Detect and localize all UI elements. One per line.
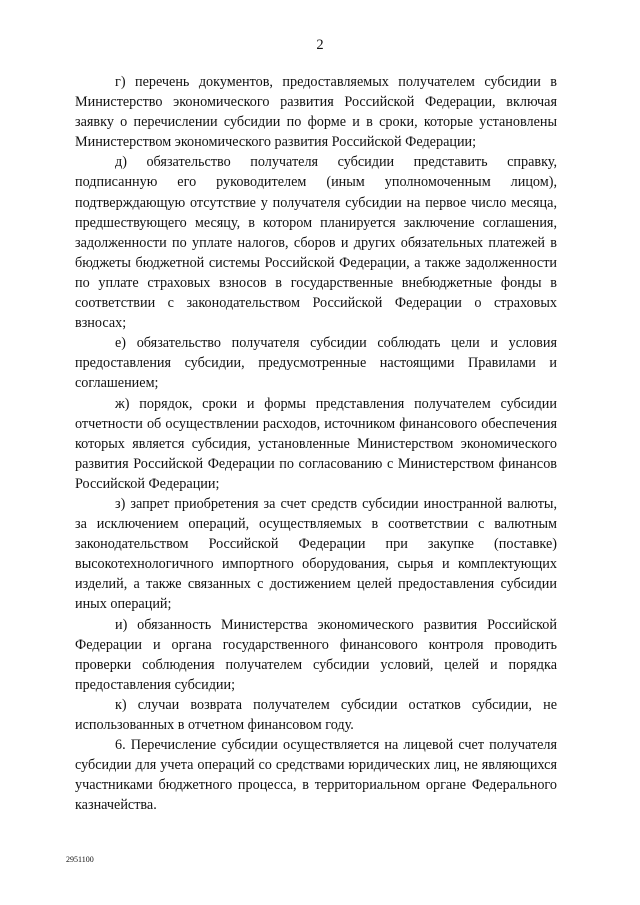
paragraph-item-e: е) обязательство получателя субсидии соблюдать цели и условия предоставления субсидии, предусмотренные настоящими Правилами и соглашением; bbox=[75, 335, 557, 392]
document-code: 2951100 bbox=[66, 855, 94, 864]
paragraph-item-k: к) случаи возврата получателем субсидии остатков субсидии, не использованных в отчетном финансовом году. bbox=[75, 696, 557, 733]
paragraph-item-d: д) обязательство получателя субсидии представить справку, подписанную его руководителем (иным уполномоченным лицом), подтверждающую отсутствие у получателя субсидии на первое число месяца, предшествующего месяцу, в котором планируется заключение соглашения, задолженности по уплате налогов, сборов и других обязательных платежей в бюджеты бюджетной системы Российской Федерации, а также задолженности по уплате страховых взносов в государственные внебюджетные фонды в соответствии с законодательством Российской Федерации о страховых взносах; bbox=[75, 154, 557, 332]
page-number: 2 bbox=[316, 37, 324, 53]
paragraph-item-z: з) запрет приобретения за счет средств субсидии иностранной валюты, за исключением операций, осуществляемых в соответствии с валютным законодательством Российской Федерации при закупке (поставке) высокотехнологичного импортного оборудования, сырья и комплектующих изделий, а также связанных с достижением целей предоставления субсидии иных операций; bbox=[75, 495, 557, 613]
paragraph-item-i: и) обязанность Министерства экономического развития Российской Федерации и органа государственного финансового контроля проводить проверки соблюдения получателем субсидии условий, целей и порядка предоставления субсидии; bbox=[75, 616, 557, 693]
paragraph-item-zh: ж) порядок, сроки и формы представления получателем субсидии отчетности об осуществлении расходов, источником финансового обеспечения которых является субсидия, установленные Министерством экономического развития Российской Федерации по согласованию с Министерством финансов Российской Федерации; bbox=[75, 395, 557, 492]
document-body bbox=[75, 72, 557, 815]
paragraph-item-g: г) перечень документов, предоставляемых получателем субсидии в Министерство экономического развития Российской Федерации, включая заявку о перечислении субсидии по форме и в сроки, которые установлены Министерством экономического развития Российской Федерации; bbox=[75, 74, 557, 151]
paragraph-point-6: 6. Перечисление субсидии осуществляется на лицевой счет получателя субсидии для учета операций со средствами юридических лиц, не являющихся участниками бюджетного процесса, в территориальном органе Федерального казначейства. bbox=[75, 737, 557, 814]
